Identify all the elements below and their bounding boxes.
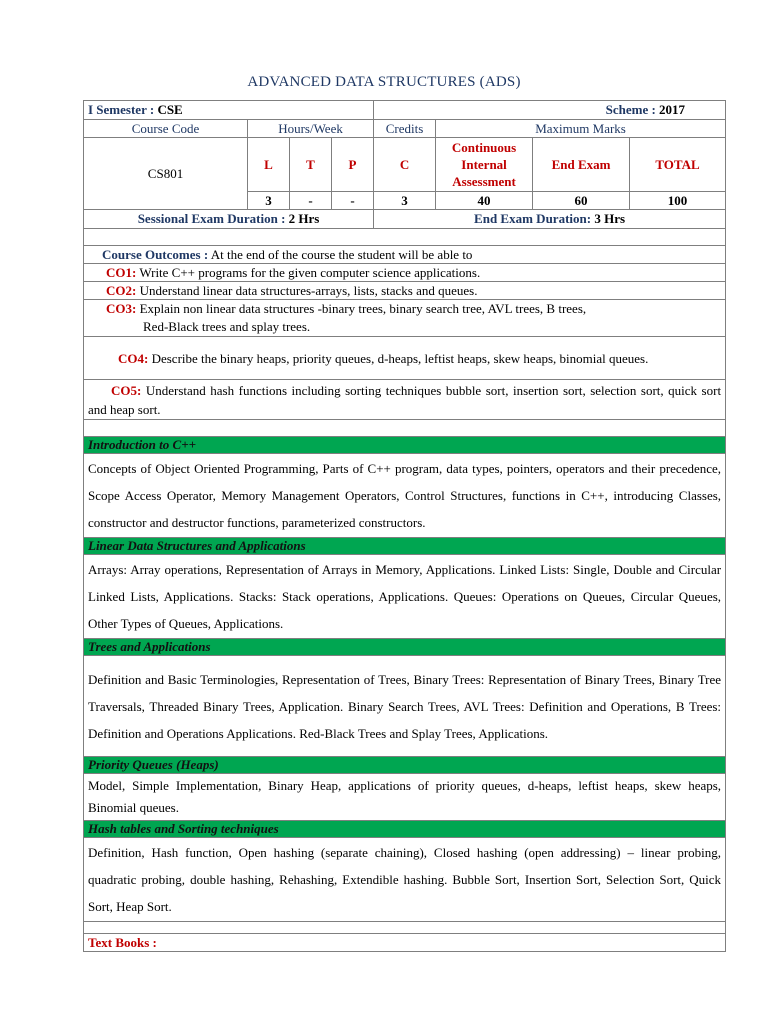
co2-label: CO2: [106,282,137,298]
semester-cell [84,101,374,120]
unit-content: Concepts of Object Oriented Programming, Parts of C++ program, data types, pointers, operators and their precedence, Scope Access Operator, Memory Management Operators, Control Structures, functions in C++, introducing Classes, constructor and destructor functions, parameterized constructors. [84,454,726,538]
semester-value: CSE [157,102,183,117]
col-hours-week: Hours/Week [248,120,374,138]
scheme-label: Scheme : [605,102,656,117]
unit-content: Definition, Hash function, Open hashing (separate chaining), Closed hashing (open addressing) – linear probing, quadratic probing, double hashing, Rehashing, Extendible hashing. Bubble Sort, Insertion Sort, Selection Sort, Quick Sort, Heap Sort. [84,838,726,922]
cia-value: 40 [436,192,533,210]
tutorial-header: T [290,138,332,192]
co4-row [84,337,726,380]
credits-value: 3 [374,192,436,210]
page-title: ADVANCED DATA STRUCTURES (ADS) [247,74,521,90]
lecture-value: 3 [248,192,290,210]
col-credits: Credits [374,120,436,138]
total-value: 100 [630,192,726,210]
co3-text-1: Explain non linear data structures -binary trees, binary search tree, AVL trees, B trees, [139,301,587,316]
syllabus-table [83,100,726,952]
co1-label: CO1: [106,264,137,280]
lecture-header: L [248,138,290,192]
unit-title: Hash tables and Sorting techniques [84,821,726,838]
co4-label: CO4: [118,350,149,366]
end-duration-label: End Exam Duration: [474,211,592,226]
text-books-label: Text Books : [84,934,726,952]
end-exam-header: End Exam [533,138,630,192]
cia-header [436,138,533,192]
spacer-row [84,420,726,437]
practical-header: P [332,138,374,192]
credits-header: C [374,138,436,192]
spacer-row [84,229,726,246]
end-exam-value: 60 [533,192,630,210]
co1-row [84,264,726,282]
end-duration-cell [374,210,726,229]
cia-line-1: Continuous [451,140,517,155]
unit-title: Introduction to C++ [84,437,726,454]
co1-text: Write C++ programs for the given computer science applications. [139,264,481,280]
tutorial-value: - [290,192,332,210]
co5-row [84,380,726,420]
col-course-code: Course Code [84,120,248,138]
course-outcomes-heading [84,246,726,264]
outcomes-label: Course Outcomes : [102,246,209,262]
sessional-duration-cell [84,210,374,229]
co5-text: Understand hash functions including sorting techniques bubble sort, insertion sort, selection sort, quick sort and heap sort. [88,382,722,417]
unit-title: Priority Queues (Heaps) [84,757,726,774]
semester-label: I Semester : [88,102,155,117]
col-max-marks: Maximum Marks [436,120,726,138]
co2-text: Understand linear data structures-arrays, lists, stacks and queues. [139,282,478,298]
co5-label: CO5: [111,382,142,398]
co2-row [84,282,726,300]
end-duration-value: 3 Hrs [594,211,626,226]
unit-content: Arrays: Array operations, Representation of Arrays in Memory, Applications. Linked Lists: Single, Double and Circular Linked Lists, Applications. Stacks: Stack operations, Applications. Queues: Operations on Queues, Circular Queues, Other Types of Queues, Applications. [84,555,726,639]
cia-line-2: Internal [461,157,507,172]
unit-content: Model, Simple Implementation, Binary Heap, applications of priority queues, d-heaps, leftist heaps, skew heaps, Binomial queues. [84,774,726,821]
scheme-cell [374,101,726,120]
scheme-value: 2017 [659,102,686,117]
unit-title: Trees and Applications [84,639,726,656]
co3-row [84,300,726,337]
outcomes-intro: At the end of the course the student will be able to [210,246,473,262]
sessional-label: Sessional Exam Duration : [137,211,286,226]
practical-value: - [332,192,374,210]
unit-content: Definition and Basic Terminologies, Representation of Trees, Binary Trees: Representation of Binary Trees, Binary Tree Traversals, Threaded Binary Trees, Application. Binary Search Trees, AVL Trees: Definition and Operations, B Trees: Definition and Operations Applications. Red-Black Trees and Splay Trees, Applications. [84,656,726,757]
sessional-value: 2 Hrs [288,211,320,226]
co3-label: CO3: [106,301,137,316]
course-code-value: CS801 [84,138,248,210]
co4-text: Describe the binary heaps, priority queues, d-heaps, leftist heaps, skew heaps, binomial queues. [151,350,649,366]
co3-text-2: Red-Black trees and splay trees. [143,319,311,334]
unit-title: Linear Data Structures and Applications [84,538,726,555]
spacer-row [84,922,726,934]
total-header: TOTAL [630,138,726,192]
cia-line-3: Assessment [452,174,516,189]
